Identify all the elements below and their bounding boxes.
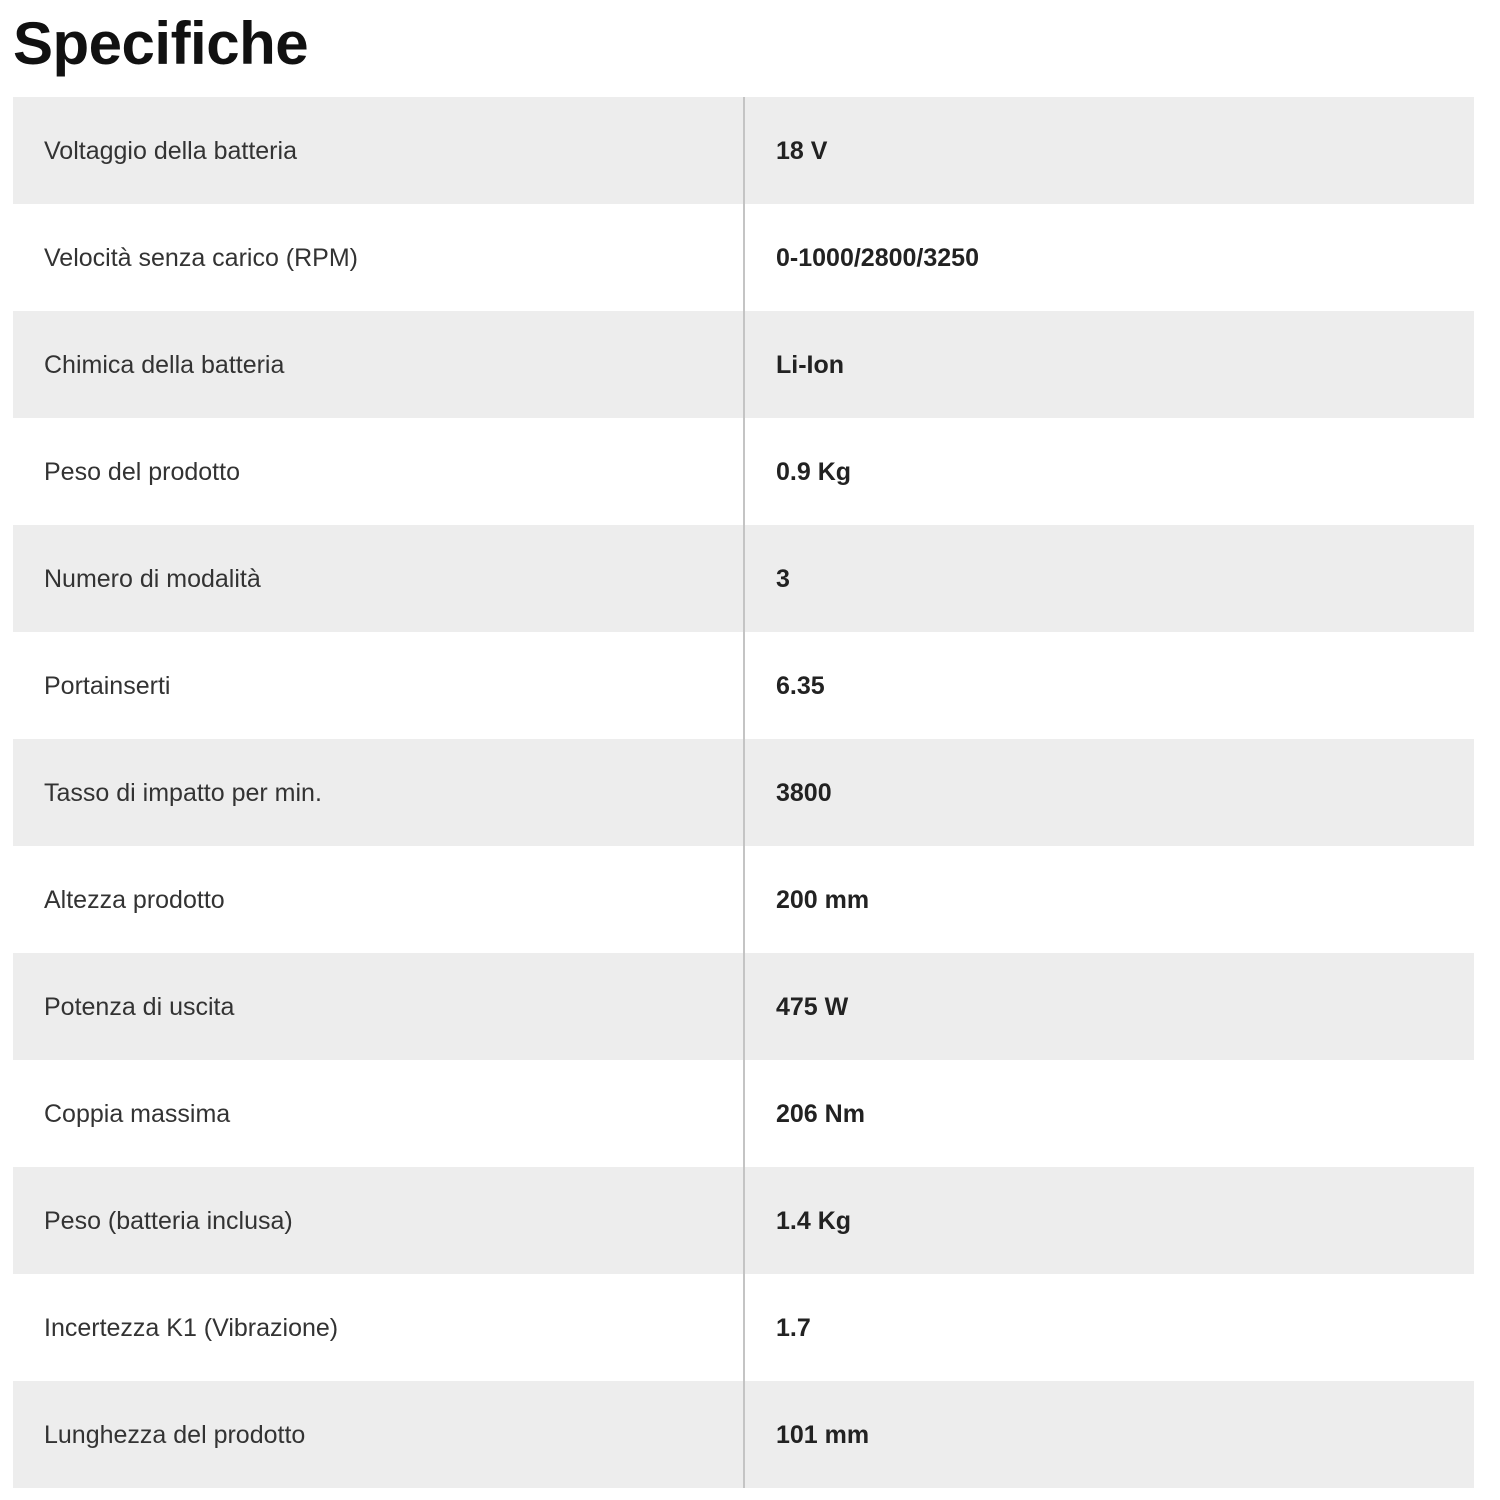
spec-value: 0-1000/2800/3250 bbox=[776, 243, 979, 272]
spec-value: 6.35 bbox=[776, 671, 825, 700]
spec-label: Tasso di impatto per min. bbox=[13, 739, 744, 846]
table-row bbox=[13, 1381, 1474, 1488]
table-row bbox=[13, 632, 1474, 739]
spec-value: 200 mm bbox=[776, 885, 870, 914]
spec-table bbox=[13, 97, 1474, 1488]
spec-label: Lunghezza del prodotto bbox=[13, 1381, 744, 1488]
table-row bbox=[13, 418, 1474, 525]
spec-value: 206 Nm bbox=[776, 1099, 865, 1128]
spec-value: 1.7 bbox=[776, 1313, 811, 1342]
spec-label: Velocità senza carico (RPM) bbox=[13, 204, 744, 311]
spec-label: Peso del prodotto bbox=[13, 418, 744, 525]
table-row bbox=[13, 953, 1474, 1060]
spec-label: Chimica della batteria bbox=[13, 311, 744, 418]
spec-value: 18 V bbox=[776, 136, 828, 165]
spec-value: 101 mm bbox=[776, 1420, 870, 1449]
table-row bbox=[13, 739, 1474, 846]
spec-label: Numero di modalità bbox=[13, 525, 744, 632]
spec-value: 3 bbox=[776, 564, 790, 593]
spec-value: 3800 bbox=[776, 778, 832, 807]
spec-value: 1.4 Kg bbox=[776, 1206, 852, 1235]
spec-value: 475 W bbox=[776, 992, 849, 1021]
table-row bbox=[13, 525, 1474, 632]
table-row bbox=[13, 1060, 1474, 1167]
spec-label: Incertezza K1 (Vibrazione) bbox=[13, 1274, 744, 1381]
table-row bbox=[13, 97, 1474, 204]
page-title: Specifiche bbox=[13, 10, 309, 77]
spec-label: Potenza di uscita bbox=[13, 953, 744, 1060]
spec-label: Portainserti bbox=[13, 632, 744, 739]
table-row bbox=[13, 311, 1474, 418]
table-row bbox=[13, 846, 1474, 953]
spec-label: Altezza prodotto bbox=[13, 846, 744, 953]
spec-label: Peso (batteria inclusa) bbox=[13, 1167, 744, 1274]
table-row bbox=[13, 1167, 1474, 1274]
spec-label: Coppia massima bbox=[13, 1060, 744, 1167]
spec-value: Li-Ion bbox=[776, 350, 845, 379]
spec-label: Voltaggio della batteria bbox=[13, 97, 744, 204]
table-row bbox=[13, 204, 1474, 311]
table-row bbox=[13, 1274, 1474, 1381]
spec-value: 0.9 Kg bbox=[776, 457, 852, 486]
